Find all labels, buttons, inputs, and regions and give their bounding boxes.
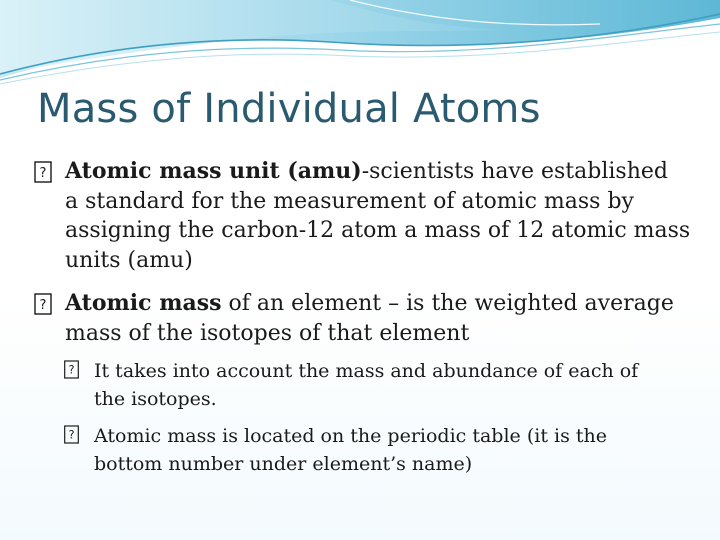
bullet-1-line-4: units (amu) [65, 247, 193, 273]
svg-text:?: ? [39, 166, 47, 181]
bullet-item-2 [40, 289, 700, 348]
sub-bullet-item-2 [68, 422, 690, 478]
sub-bullet-glyph-icon [63, 360, 80, 379]
slide-title: Mass of Individual Atoms [37, 86, 541, 132]
bullet-1-line-2: a standard for the measurement of atomic mass by [65, 188, 634, 214]
sub-bullet-1-line-1: It takes into account the mass and abundance of each of [94, 360, 639, 382]
bullet-1-line-3: assigning the carbon-12 atom a mass of 12 atomic mass [65, 218, 691, 243]
sub-bullet-item-1 [68, 357, 690, 413]
sub-bullet-2-line-1: Atomic mass is located on the periodic table (it is the [94, 425, 607, 447]
bullet-1-line-1: -scientists have established [361, 159, 668, 184]
sub-bullet-1-line-2: the isotopes. [94, 388, 217, 410]
bullet-2-line-2: mass of the isotopes of that element [65, 320, 470, 346]
bullet-item-1 [40, 157, 700, 275]
sub-bullet-glyph-icon [63, 425, 80, 444]
bullet-glyph-icon [33, 161, 53, 183]
term-atomic-mass: Atomic mass [65, 290, 222, 316]
svg-text:?: ? [68, 363, 75, 377]
bullet-glyph-icon [33, 293, 53, 315]
term-amu: Atomic mass unit (amu) [65, 158, 362, 184]
sub-bullet-2-line-2: bottom number under element’s name) [94, 453, 473, 475]
bullet-2-line-1: of an element – is the weighted average [221, 291, 674, 316]
svg-text:?: ? [68, 428, 75, 442]
svg-text:?: ? [39, 298, 47, 313]
